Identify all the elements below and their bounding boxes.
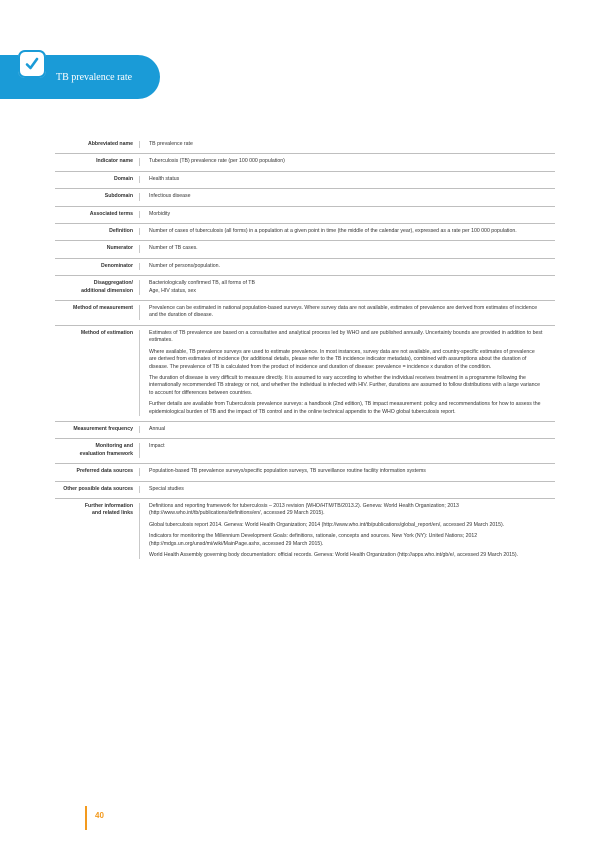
row-label: Monitoring and evaluation framework xyxy=(55,443,140,458)
row-value-paragraph: Infectious disease xyxy=(149,193,191,200)
row-value-paragraph: Morbidity xyxy=(149,210,171,217)
row-value xyxy=(140,503,555,559)
row-value xyxy=(140,486,555,493)
table-row xyxy=(55,189,555,206)
row-label: Measurement frequency xyxy=(55,426,140,433)
row-value-paragraph: Where available, TB prevalence surveys are used to estimate prevalence. In most instances, survey data are not available, and country-specific estimates of prevalence are derived from estimates of incidence (for additional details, please refer to the TB incidence indicator metadata), combined with assumptions about the duration of disease. The prevalence of TB is calculated from the product of incidence and duration of disease: prevalence = incidence x duration of the condition. xyxy=(149,348,535,370)
row-value xyxy=(140,228,555,235)
metadata-table xyxy=(55,137,555,564)
row-value xyxy=(140,263,555,270)
row-value xyxy=(140,305,555,320)
row-value xyxy=(140,158,555,165)
row-value-paragraph: Further details are available from Tuberculosis prevalence surveys: a handbook (2nd edition), TB impact measurement: policy and recommendations for how to assess the epidemiological burden of TB and the impact of TB control and in the online technical appendix to the WHO global tuberculosis report. xyxy=(149,401,541,415)
table-row xyxy=(55,499,555,564)
row-label: Method of estimation xyxy=(55,330,140,416)
table-row xyxy=(55,276,555,301)
row-value-paragraph: Population-based TB prevalence surveys/specific population surveys, TB surveillance routine facility information systems xyxy=(149,468,426,475)
row-label: Disaggregation/ additional dimension xyxy=(55,280,140,295)
row-value-paragraph: Definitions and reporting framework for tuberculosis – 2013 revision (WHO/HTM/TB/2013.2). Geneva: World Health Organization; 2013 (http://www.who.int/tb/publications/definitions/en/, accessed 29 March 2015). xyxy=(149,502,459,517)
row-value-paragraph: Global tuberculosis report 2014. Geneva: World Health Organization; 2014 (http://www.who.int/tb/publications/global_report/en/, accessed 29 March 2015). xyxy=(149,521,505,528)
page-title: TB prevalence rate xyxy=(56,72,133,83)
page-number: 40 xyxy=(95,811,104,820)
row-value-paragraph: Annual xyxy=(149,425,166,432)
row-value-paragraph: Health status xyxy=(149,175,180,182)
row-value-paragraph: Estimates of TB prevalence are based on a consultative and analytical process led by WHO and are published annually. Uncertainty bounds are provided in addition to best estimates. xyxy=(149,329,543,344)
row-label: Abbreviated name xyxy=(55,141,140,148)
row-value xyxy=(140,211,555,218)
row-value xyxy=(140,426,555,433)
row-label: Indicator name xyxy=(55,158,140,165)
row-value-paragraph: Tuberculosis (TB) prevalence rate (per 100 000 population) xyxy=(149,158,285,165)
row-value xyxy=(140,443,555,458)
row-value-paragraph: Number of cases of tuberculosis (all forms) in a population at a given point in time (the middle of the calendar year), expressed as a rate per 100 000 population. xyxy=(149,228,517,235)
row-label: Preferred data sources xyxy=(55,468,140,475)
row-value xyxy=(140,245,555,252)
table-row xyxy=(55,326,555,422)
check-icon-glyph xyxy=(23,55,41,73)
row-value-paragraph: Number of TB cases. xyxy=(149,245,198,252)
table-row xyxy=(55,154,555,171)
row-value-paragraph: Impact xyxy=(149,443,165,450)
row-value-paragraph: Indicators for monitoring the Millennium Development Goals: definitions, rationale, concepts and sources. New York (NY): United Nations; 2012 (http://mdgs.un.org/unsd/mi/wiki/MainPage.ashx, accessed 29 March 2015). xyxy=(149,533,478,547)
table-row xyxy=(55,172,555,189)
row-value xyxy=(140,193,555,200)
row-label: Denominator xyxy=(55,263,140,270)
row-label: Other possible data sources xyxy=(55,486,140,493)
row-value-paragraph: Special studies xyxy=(149,485,184,492)
table-row xyxy=(55,137,555,154)
table-row xyxy=(55,241,555,258)
table-row xyxy=(55,422,555,439)
table-row xyxy=(55,464,555,481)
check-icon xyxy=(18,50,46,78)
row-value xyxy=(140,280,555,295)
row-value xyxy=(140,468,555,475)
row-label: Definition xyxy=(55,228,140,235)
row-value-paragraph: Bacteriologically confirmed TB, all forms of TB Age, HIV status, sex xyxy=(149,280,255,294)
row-value xyxy=(140,330,555,416)
page-number-rule xyxy=(85,806,87,830)
table-row xyxy=(55,224,555,241)
row-value-paragraph: Prevalence can be estimated in national population-based surveys. Where survey data are not available, estimates of prevalence are derived from estimates of incidence and the duration of disease. xyxy=(149,305,538,319)
row-label: Numerator xyxy=(55,245,140,252)
row-label: Associated terms xyxy=(55,211,140,218)
table-row xyxy=(55,207,555,224)
row-value-paragraph: World Health Assembly governing body documentation: official records. Geneva: World Health Organization (http://apps.who.int/gb/e/, accessed 29 March 2015). xyxy=(149,552,519,558)
row-value xyxy=(140,176,555,183)
row-label: Method of measurement xyxy=(55,305,140,320)
row-label: Domain xyxy=(55,176,140,183)
table-row xyxy=(55,301,555,326)
row-value-paragraph: Number of persons/population. xyxy=(149,262,220,269)
table-row xyxy=(55,259,555,276)
table-row xyxy=(55,482,555,499)
row-label: Subdomain xyxy=(55,193,140,200)
row-value-paragraph: The duration of disease is very difficult to measure directly. It is assumed to vary according to whether the individual receives treatment in a programme following the internationally recommended TB strategy or not, and whether the individual is infected with HIV. Further, durations are assumed to follow distributions with a large variance to account for differences between countries. xyxy=(149,374,540,396)
row-label: Further information and related links xyxy=(55,503,140,559)
row-value-paragraph: TB prevalence rate xyxy=(149,141,193,147)
row-value xyxy=(140,141,555,148)
table-row xyxy=(55,439,555,464)
